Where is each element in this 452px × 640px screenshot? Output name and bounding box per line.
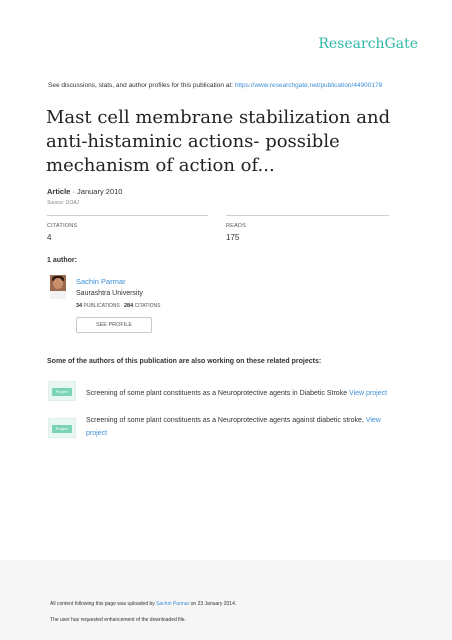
view-project-link[interactable]: View project <box>349 390 388 397</box>
author-citations-label: CITATIONS <box>134 303 161 309</box>
footer <box>0 560 452 640</box>
enhancement-note: The user has requested enhancement of the downloaded file. <box>50 617 186 623</box>
see-profile-button[interactable]: SEE PROFILE <box>76 317 152 333</box>
upload-note-prefix: All content following this page was uploaded by <box>50 601 155 607</box>
author-publications-count: 34 <box>76 303 83 309</box>
project-title: Screening of some plant constituents as a Neuroprotective agents in Diabetic Stroke <box>86 390 348 397</box>
discussion-line <box>48 82 382 89</box>
publication-meta <box>47 187 122 196</box>
uploader-link[interactable]: Sachin Parmar <box>156 601 190 607</box>
project-tag: Project <box>52 425 72 433</box>
publication-date: · January 2010 <box>72 187 123 196</box>
researchgate-logo[interactable]: ResearchGate <box>318 36 418 52</box>
publication-title: Mast cell membrane stabilization and anti-histaminic actions- possible mechanism of action of... <box>46 107 391 176</box>
project-icon <box>48 381 76 401</box>
upload-note-suffix: on 23 January 2014. <box>190 601 237 607</box>
discussion-text: See discussions, stats, and author profiles for this publication at: <box>48 82 233 89</box>
author-stats <box>76 303 161 309</box>
project-item <box>86 414 396 440</box>
author-name-link[interactable]: Sachin Parmar <box>76 277 126 286</box>
divider-reads <box>226 215 389 216</box>
author-citations-count: 284 <box>124 303 134 309</box>
authors-heading: 1 author: <box>47 257 77 264</box>
project-title: Screening of some plant constituents as a Neuroprotective agents against diabetic stroke. <box>86 417 364 424</box>
project-item <box>86 387 406 400</box>
project-icon <box>48 418 76 438</box>
citations-label: CITATIONS <box>47 223 78 229</box>
projects-heading: Some of the authors of this publication are also working on these related projects: <box>47 358 322 365</box>
divider-citations <box>47 215 208 216</box>
reads-label: READS <box>226 223 246 229</box>
author-institution: Saurashtra University <box>76 290 143 297</box>
citations-value: 4 <box>47 233 52 242</box>
publication-url-link[interactable]: https://www.researchgate.net/publication/44900178 <box>234 82 383 89</box>
publication-type: Article <box>47 187 71 196</box>
project-tag: Project <box>52 388 72 396</box>
upload-note <box>50 601 236 607</box>
publication-source: Source: DOAJ <box>47 200 79 206</box>
author-avatar[interactable] <box>50 275 66 299</box>
reads-value: 175 <box>226 233 240 242</box>
author-publications-label: PUBLICATIONS <box>83 303 120 309</box>
view-project-link[interactable]: View project <box>86 417 381 437</box>
